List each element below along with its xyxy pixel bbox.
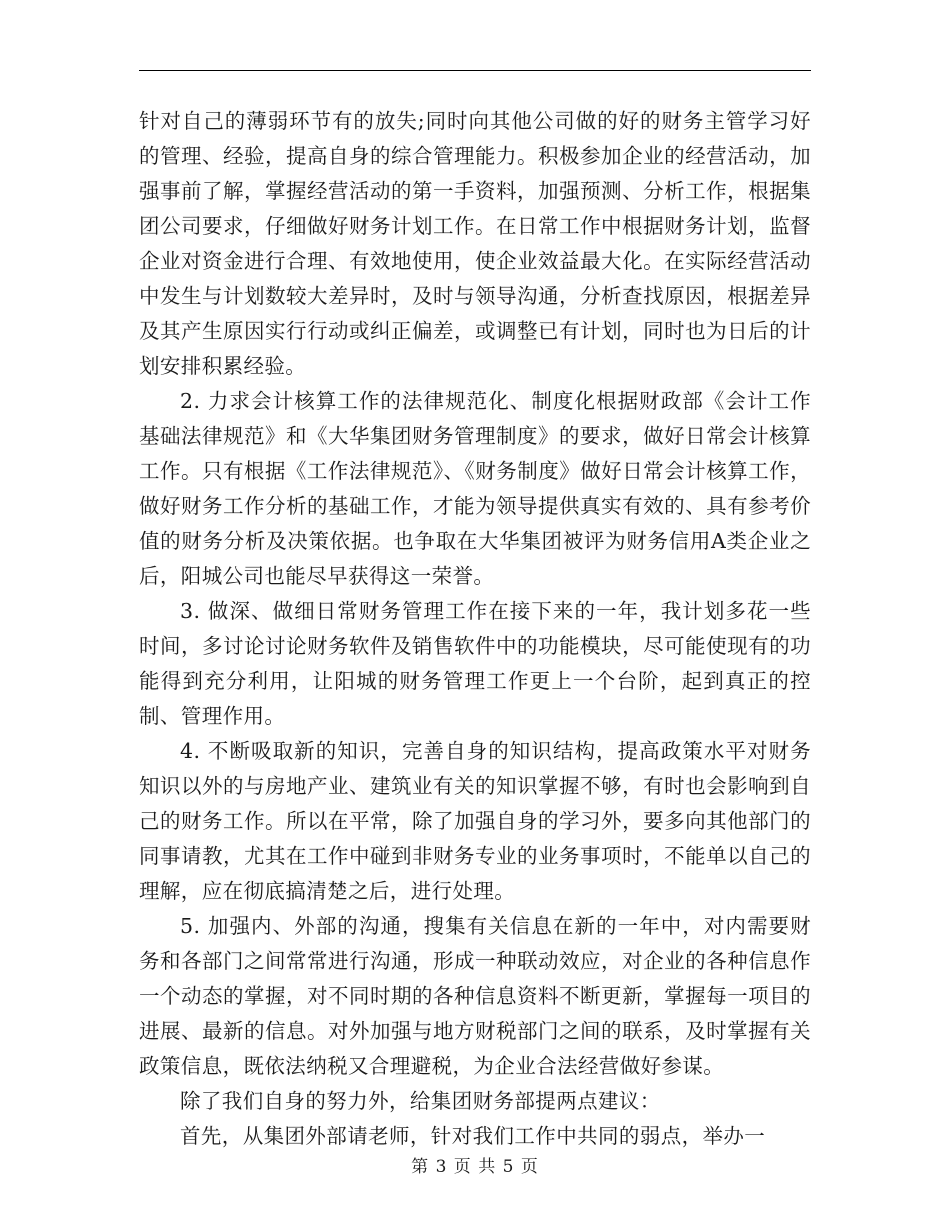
- paragraph-first-suggestion: 首先，从集团外部请老师，针对我们工作中共同的弱点，举办一: [180, 1124, 766, 1148]
- page-number-footer: 第 3 页 共 5 页: [411, 1157, 539, 1177]
- paragraph-suggestions-intro: 除了我们自身的努力外，给集团财务部提两点建议：: [180, 1089, 661, 1113]
- header-rule: [139, 70, 811, 71]
- document-body: [139, 104, 811, 1154]
- paragraph-item-5: 5. 加强内、外部的沟通，搜集有关信息在新的一年中，对内需要财务和各部门之间常常进行沟通，形成一种联动效应，对企业的各种信息作一个动态的掌握，对不同时期的各种信息资料不断更新，掌握每一项目的进展、最新的信息。对外加强与地方财税部门之间的联系，及时掌握有关政策信息，既依法纳税又合理避税，为企业合法经营做好参谋。: [139, 914, 811, 1078]
- paragraph-continuation: 针对自己的薄弱环节有的放失;同时向其他公司做的好的财务主管学习好的管理、经验，提高自身的综合管理能力。积极参加企业的经营活动，加强事前了解，掌握经营活动的第一手资料，加强预测、分析工作，根据集团公司要求，仔细做好财务计划工作。在日常工作中根据财务计划，监督企业对资金进行合理、有效地使用，使企业效益最大化。在实际经营活动中发生与计划数较大差异时，及时与领导沟通，分析查找原因，根据差异及其产生原因实行行动或纠正偏差，或调整已有计划，同时也为日后的计划安排积累经验。: [139, 109, 811, 378]
- paragraph-item-2: 2. 力求会计核算工作的法律规范化、制度化根据财政部《会计工作基础法律规范》和《大华集团财务管理制度》的要求，做好日常会计核算工作。只有根据《工作法律规范》、《财务制度》做好日常会计核算工作，做好财务工作分析的基础工作，才能为领导提供真实有效的、具有参考价值的财务分析及决策依据。也争取在大华集团被评为财务信用A类企业之后，阳城公司也能尽早获得这一荣誉。: [139, 389, 811, 588]
- paragraph-item-3: 3. 做深、做细日常财务管理工作在接下来的一年，我计划多花一些时间，多讨论讨论财务软件及销售软件中的功能模块，尽可能使现有的功能得到充分利用，让阳城的财务管理工作更上一个台阶，起到真正的控制、管理作用。: [139, 599, 811, 728]
- paragraph-item-4: 4. 不断吸取新的知识，完善自身的知识结构，提高政策水平对财务知识以外的与房地产业、建筑业有关的知识掌握不够，有时也会影响到自己的财务工作。所以在平常，除了加强自身的学习外，要多向其他部门的同事请教，尤其在工作中碰到非财务专业的业务事项时，不能单以自己的理解，应在彻底搞清楚之后，进行处理。: [139, 739, 811, 903]
